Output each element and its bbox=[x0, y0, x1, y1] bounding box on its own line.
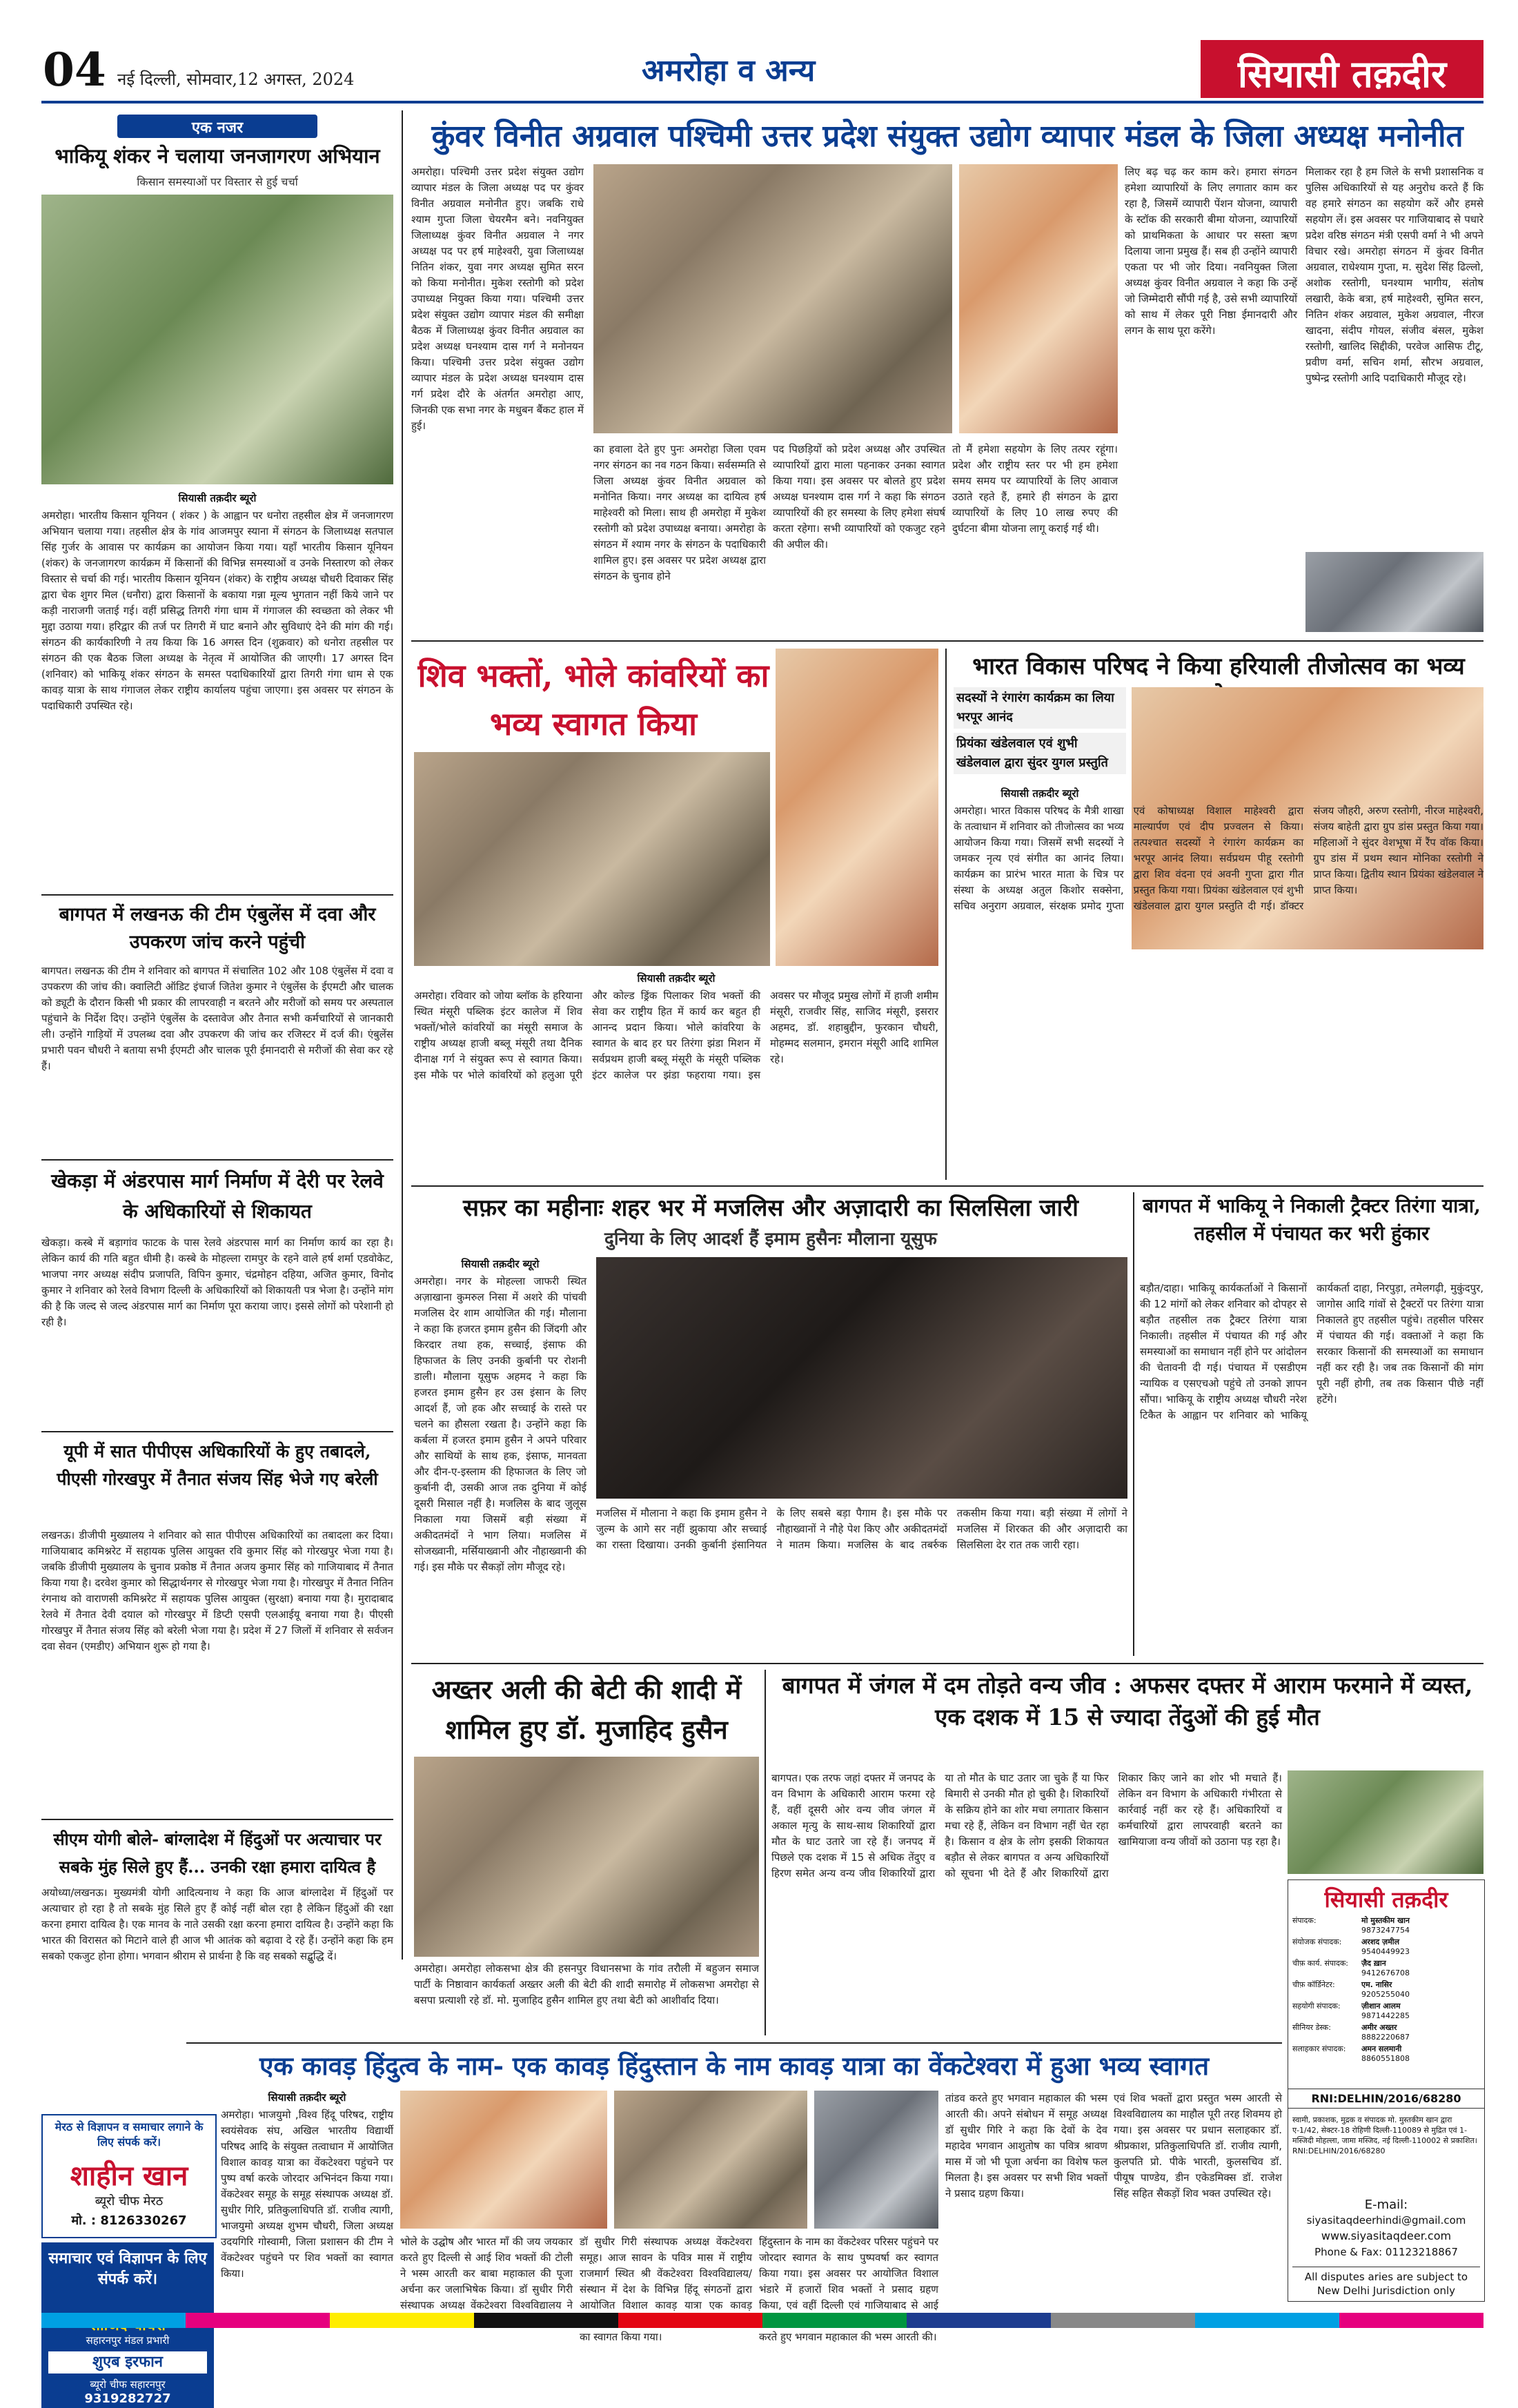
ad-mobile2: 9319282727 bbox=[84, 2391, 171, 2406]
imprint-person: ज़ैद ख़ान bbox=[1361, 1959, 1386, 1968]
kavad-photo-2 bbox=[614, 2091, 807, 2229]
story5-headline: सीएम योगी बोले- बांग्लादेश में हिंदुओं पर अत्याचार पर सबके मुंह सिले हुए हैं... उनकी रक्षा हमारा दायित्व है bbox=[53, 1829, 382, 1877]
muharram-byline: सियासी तक़दीर ब्यूरो bbox=[461, 1258, 540, 1270]
wildlife-photo bbox=[1288, 1770, 1483, 1874]
bvp-bullet: प्रियंका खंडेलवाल एवं शुभी खंडेलवाल द्वारा सुंदर युगल प्रस्तुति bbox=[954, 733, 1126, 774]
lead-photo-group bbox=[593, 164, 952, 433]
imprint-phone: 8860551808 bbox=[1361, 2054, 1410, 2063]
divider bbox=[186, 2042, 1282, 2044]
ad-role: सहारनपुर मंडल प्रभारी bbox=[86, 2334, 170, 2347]
brand-name: सियासी तक़दीर bbox=[1237, 52, 1447, 96]
story1-byline: सियासी तक़दीर ब्यूरो bbox=[178, 492, 257, 504]
masthead bbox=[0, 0, 1518, 103]
kavad-col5: तांडव करते हुए भगवान महाकाल की भस्म आरती की। अपने संबोधन में समूह अध्यक्ष डॉ सुधीर गिरि ने कहा कि देवों के देव महादेव भगवान आशुतोष का पवित्र श्रावण मास में जो भी पूजा अर्चना का विशेष फल मिलता है। इस अवसर पर सभी शिव भक्तों ने प्रसाद ग्रहण किया। bbox=[945, 2092, 1107, 2200]
imprint-row bbox=[1292, 2002, 1480, 2021]
ad-line: समाचार एवं विज्ञापन के लिए संपर्क करें। bbox=[48, 2249, 207, 2288]
ad-line: मेरठ से विज्ञापन व समाचार लगाने के लिए संपर्क करें। bbox=[55, 2120, 204, 2149]
story3-body: खेकड़ा। कस्बे में बड़ागांव फाटक के पास रेलवे अंडरपास मार्ग का निर्माण कार्य का रहा है। लेकिन कार्य की गति बहुत धीमी है। कस्बे के मोहल्ला रामपुर के रहने वाले हर्ष शर्मा एडवोकेट, भाजपा नगर अध्यक्ष संदीप प्रजापति, विपिन कुमार, चंद्रमोहन दहिया, अजित कुमार, विनोद कुमार ने शनिवार को रेलवे विभाग दिल्ली के अधिकारियों को शिकायती पत्र भेजा है। उन्होंने मांग की है कि जल्द से जल्द अंडरपास मार्ग का निर्माण पूरा कराया जाए। इससे लोगों को परेशानी हो रही है। bbox=[41, 1236, 393, 1328]
ad-role2: ब्यूरो चीफ सहारनपुर bbox=[90, 2378, 166, 2391]
imprint-role: सीनियर डेस्क: bbox=[1292, 2023, 1331, 2032]
ad-name2: शुएब इरफान bbox=[48, 2351, 207, 2374]
muharram-photo bbox=[596, 1257, 1127, 1499]
divider bbox=[41, 894, 393, 896]
column-divider bbox=[765, 1670, 766, 2035]
story2-headline: बागपत में लखनऊ की टीम एंबुलेंस में दवा और उपकरण जांच करने पहुंची bbox=[59, 904, 376, 953]
imprint-box bbox=[1288, 1879, 1485, 2302]
story1-deck: किसान समस्याओं पर विस्तार से हुई चर्चा bbox=[137, 175, 298, 188]
imprint-person: एम. नासिर bbox=[1361, 1980, 1392, 1989]
bkiu-headline: बागपत में भाकियू ने निकाली ट्रैक्टर तिरंगा यात्रा, तहसील में पंचायत कर भरी हुंकार bbox=[1143, 1194, 1481, 1245]
imprint-phone: 9412676708 bbox=[1361, 1968, 1410, 1977]
divider bbox=[411, 640, 1483, 642]
column-divider bbox=[402, 110, 403, 1960]
imprint-role: सलाहकार संपादक: bbox=[1292, 2044, 1346, 2053]
story1-body: अमरोहा। भारतीय किसान यूनियन ( शंकर ) के आह्वान पर धनोरा तहसील क्षेत्र में जनजागरण अभियान चलाया गया। तहसील क्षेत्र के गांव आजमपुर स्याना में संगठन के जिलाध्यक्ष सतपाल सिंह गुर्जर के आवास पर कार्यक्रम का आयोजन किया गया। यहाँ भारतीय किसान यूनियन (शंकर) के जनजागरण कार्यक्रम में किसानों की विभिन्न समस्याओं व उनके निस्तारण को लेकर विस्तार से चर्चा की गई। भारतीय किसान यूनियन (शंकर) के राष्ट्रीय अध्यक्ष चौधरी दिवाकर सिंह द्वारा चेक शुगर मिल (धनौरा) द्वारा किसानों के बकाया गन्ना मूल्य भुगतान नहीं किये जाने पर कड़ी नाराजगी जताई गई। वहीं प्रसिद्ध तिगरी गंगा धाम में गंगाजल की स्वच्छता को लेकर भी मुद्दा उठाया गया। हरिद्वार की तर्ज पर तिगरी में घाट बनाने और सुविधाएं देने की मांग की गई। संगठन की कार्यकारिणी ने तय किया कि 16 अगस्त दिन (शुक्रवार) को धनोरा तहसील पर संगठन की एक बैठक जिला अध्यक्ष के नेतृत्व में आयोजित की जाएगी। 17 अगस्त दिन (शनिवार) को भाकियू शंकर संगठन के समस्त पदाधिकारियों द्वारा तिगरी गंगा धाम से एक कावड़ यात्रा के साथ गंगाजल लेकर राष्ट्रीय कार्यालय पहुंचा जाएगा। इस अवसर पर संगठन के पदाधिकारी उपस्थित रहे। bbox=[41, 509, 393, 712]
kanwar-headline: शिव भक्तों, भोले कांवरियों का भव्य स्वागत किया bbox=[417, 657, 769, 742]
rni-number: RNI:DELHIN/2016/68280 bbox=[1288, 2089, 1484, 2109]
brand-box bbox=[1201, 40, 1483, 98]
imprint-row bbox=[1292, 2044, 1480, 2064]
akhtar-headline: अख्तर अली की बेटी की शादी में शामिल हुए डॉ. मुजाहिद हुसैन bbox=[431, 1674, 742, 1745]
bvp-bullets bbox=[954, 687, 1126, 784]
kanwar-byline: सियासी तक़दीर ब्यूरो bbox=[637, 972, 716, 985]
lead-col3: पद पिछड़ियों को प्रदेश अध्यक्ष और उपस्थित व्यापारियों द्वारा माला पहनाकर उनका स्वागत किया गया। इस अवसर पर बोलते हुए प्रदेश अध्यक्ष घनश्याम दास गर्ग ने कहा कि संगठन व्यापारियों की हर समस्या के लिए हमेशा संघर्ष करता रहेगा। सभी व्यापारियों को एकजुट रहने की अपील की। bbox=[773, 443, 945, 551]
muharram-deck: दुनिया के लिए आदर्श हैं इमाम हुसैनः मौलाना यूसुफ bbox=[604, 1229, 937, 1250]
imprint-phone: 9205255040 bbox=[1361, 1990, 1410, 1999]
ek-nazar-tag bbox=[117, 115, 317, 138]
bvp-headline: भारत विकास परिषद ने किया हरियाली तीजोत्सव का भव्य bbox=[972, 653, 1465, 680]
imprint-row bbox=[1292, 1959, 1480, 1978]
page-number: 04 bbox=[43, 43, 106, 97]
kanwar-body: अमरोहा। रविवार को जोया ब्लॉक के हरियाना स्थित मंसूरी पब्लिक इंटर कालेज में शिव भक्तों/भोले कांवरियों का मंसूरी समाज के राष्ट्रीय अध्यक्ष हाजी बब्लू मंसूरी तथा दैनिक दीनाक्ष गर्ग ने संयुक्त रूप से स्वागत किया। इस मौके पर भोले कांवरियों को हलुआ पूरी और कोल्ड ड्रिंक पिलाकर शिव भक्तों की सेवा कर राष्ट्रीय हित में कार्य कर बहुत ही आनन्द प्रदान किया। भोले कांवरिया के स्वागत के बाद हर घर तिरंगा झंडा मिशन में सर्वप्रथम हाजी बब्लू मंसूरी के मंसूरी पब्लिक इंटर कालेज पर झंडा फहराया गया। इस अवसर पर मौजूद प्रमुख लोगों में हाजी शमीम मंसूरी, राजवीर सिंह, साजिद मंसूरी, इसरार अहमद, डॉ. शहाबुद्दीन, फुरकान चौधरी, मोहम्मद सलमान, इमरान मंसूरी आदि शामिल रहे। bbox=[414, 989, 938, 1081]
column-divider bbox=[945, 649, 947, 1180]
imprint-brand: सियासी तक़दीर bbox=[1324, 1886, 1448, 1913]
imprint-role: चीफ़ कॉर्डिनेटर: bbox=[1292, 1980, 1335, 1989]
jurisdiction-note: All disputes aries are subject to New Delhi Jurisdiction only bbox=[1292, 2267, 1480, 2298]
ad-role: ब्यूरो चीफ मेरठ bbox=[95, 2194, 164, 2209]
kavad-col2: भोले के उद्घोष और भारत माँ की जय जयकार करते हुए दिल्ली से आई शिव भक्तों की टोली ने भस्म आरती कर बाबा महाकाल की पूजा अर्चना कर जलाभिषेक किया। डॉ सुधीर गिरी संस्थापक अध्यक्ष वेंकटेश्वरा विश्वविद्यालय ने bbox=[400, 2236, 573, 2311]
column-divider bbox=[1133, 1192, 1134, 1656]
divider bbox=[41, 1159, 393, 1161]
section-title: अमरोहा व अन्य bbox=[642, 53, 816, 88]
imprint-role: संयोजक संपादक: bbox=[1292, 1937, 1342, 1946]
story3-headline: खेकड़ा में अंडरपास मार्ग निर्माण में देरी पर रेलवे के अधिकारियों से शिकायत bbox=[51, 1170, 384, 1223]
ek-nazar-label: एक नजर bbox=[191, 119, 244, 137]
bvp-byline: सियासी तक़दीर ब्यूरो bbox=[1000, 787, 1079, 800]
kavad-col4: हिंदुस्तान के नाम का वेंकटेश्वर परिसर पहुंचने पर जोरदार स्वागत के साथ पुष्पवर्षा कर स्वागत किया गया। इस अवसर पर आयोजित विशाल भंडारे में हजारों शिव भक्तों ने प्रसाद ग्रहण किया, एवं वहीं दिल्ली एवं गाजियाबाद से आई करते हुए भगवान महाकाल की भस्म आरती की। bbox=[759, 2236, 938, 2343]
phone-fax: Phone & Fax: 01123218867 bbox=[1314, 2246, 1458, 2258]
imprint-row bbox=[1292, 1980, 1480, 2000]
kanwar-photo-2 bbox=[414, 752, 770, 966]
kavad-col6: एवं शिव भक्तों द्वारा प्रस्तुत भस्म आरती से विश्वविद्यालय का माहौल पूरी तरह शिवमय हो गया। इस अवसर पर प्रधान सलाहकार डॉ. श्रीप्रकाश, प्रतिकुलाधिपति डॉ. राजीव त्यागी, कुलपति प्रो. पीके भारती, कुलसचिव डॉ. पीयूष पाण्डेय, डीन एकेडमिक्स डॉ. राजेश सिंह सहित सैकड़ों शिव भक्त उपस्थित रहे। bbox=[1114, 2092, 1282, 2200]
registration-bar bbox=[41, 2313, 1483, 2328]
kavad-photo-1 bbox=[400, 2091, 607, 2229]
imprint-phone: 9871442285 bbox=[1361, 2011, 1410, 2020]
left-column bbox=[41, 110, 393, 2406]
imprint-row bbox=[1292, 1916, 1480, 1935]
akhtar-body: अमरोहा। अमरोहा लोकसभा क्षेत्र की हसनपुर विधानसभा के गांव तरौली में बहुजन समाज पार्टी के निष्ठावान कार्यकर्ता अख्तर अली की बेटी की शादी समारोह में लोकसभा अमरोहा से बसपा प्रत्याशी रहे डॉ. मो. मुजाहिद हुसैन शामिल हुए तथा बेटी को आशीर्वाद दिया। bbox=[414, 1962, 759, 2006]
imprint-role: सहयोगी संपादक: bbox=[1292, 2002, 1341, 2011]
publisher-note: स्वामी, प्रकाशक, मुद्रक व संपादक मो. मुस्तकीम खान द्वारा ए-1/42, सेक्टर-18 रोहिणी दिल्ली-110089 से मुद्रित एवं 1-मस्जिदी मोहल्ला, जामा मस्जिद, नई दिल्ली-110002 से प्रकाशित। RNI:DELHIN/2016/68280 bbox=[1292, 2115, 1477, 2155]
imprint-row bbox=[1292, 1937, 1480, 1957]
lead-col6: मिलाकर रहा है हम जिले के सभी प्रशासनिक व पुलिस अधिकारियों से यह अनुरोध करते हैं कि वह हमारे संगठन का सहयोग करें और हमसे सहयोग लें। इस अवसर पर गाजियाबाद से पधारे प्रदेश वरिष्ठ संगठन मंत्री एसपी वर्मा ने भी अपने विचार रखे। अमरोहा संगठन में कुंवर विनीत अग्रवाल, राधेश्याम गुप्ता, म. सुदेश सिंह ढिल्लो, अशोक रस्तोगी, घनश्याम भागीय, संतोष लखारी, केके बत्रा, हर्ष माहेश्वरी, सुमित सरन, नितिन शंकर अग्रवाल, मुकेश अग्रवाल, नीरज खादना, संदीप गोयल, संजीव बंसल, मुकेश रस्तोगी, खालिद सिद्दीकी, परवेज आसिफ टीटू, प्रवीण वर्मा, सचिन शर्मा, सौरभ अग्रवाल, पुष्पेन्द्र रस्तोगी आदि पदाधिकारी मौजूद रहे। bbox=[1305, 166, 1483, 384]
kavad-byline: सियासी तक़दीर ब्यूरो bbox=[268, 2091, 346, 2104]
imprint-person: मो मुस्तकीम खान bbox=[1361, 1916, 1410, 1925]
imprint-phone: 9540449923 bbox=[1361, 1947, 1410, 1956]
kavad-photo-3 bbox=[814, 2091, 938, 2229]
kavad-headline: एक कावड़ हिंदुत्व के नाम- एक कावड़ हिंदुस्तान के नाम कावड़ यात्रा का वेंकटेश्वरा में हुआ भव्य स्वागत bbox=[259, 2051, 1210, 2081]
dateline: नई दिल्ली, सोमवार,12 अगस्त, 2024 bbox=[117, 70, 355, 89]
muharram-body: अमरोहा। नगर के मोहल्ला जाफरी स्थित अज़ाखाना कुमरुल निसा में अशरे की पांचवी मजलिस देर शाम आयोजित की गई। मौलाना ने कहा कि हजरत इमाम हुसैन की जिंदगी और किरदार तथा हक, सच्चाई, इंसाफ की हिफाजत के लिए उनकी कुर्बानी पर रोशनी डाली। मौलाना यूसुफ अहमद ने कहा कि हजरत इमाम हुसैन हर उस इंसान के लिए आदर्श हैं, जो हक और सच्चाई के रास्ते पर चलने का हौसला रखता है। उन्होंने कहा कि कर्बला में हजरत इमाम हुसैन ने अपने परिवार और साथियों के साथ हक, इंसाफ, मानवता और दीन-ए-इस्लाम की हिफाजत के लिए जो कुर्बानी दी, उसकी आज तक दुनिया में कोई दूसरी मिसाल नहीं है। मजलिस के बाद जुलूस निकाला गया जिसमें बड़ी संख्या में अकीदतमंदों ने भाग लिया। मजलिस में सोजख्वानी, मर्सियाख्वानी और नौहाख्वानी की गई। इस मौके पर सैकड़ों लोग मौजूद रहे। bbox=[414, 1275, 586, 1573]
divider bbox=[411, 1185, 1483, 1187]
imprint-person: अमन सलमानी bbox=[1361, 2044, 1402, 2053]
imprint-role: चीफ़ कार्य. संपादक: bbox=[1292, 1959, 1349, 1968]
story4-headline: यूपी में सात पीपीएस अधिकारियों के हुए तबादले, पीएसी गोरखपुर में तैनात संजय सिंह भेजे गए बरेली bbox=[57, 1441, 378, 1489]
story1-photo bbox=[41, 195, 393, 484]
muharram-body-cont: मजलिस में मौलाना ने कहा कि इमाम हुसैन ने जुल्म के आगे सर नहीं झुकाया और सच्चाई का रास्ता दिखाया। उनकी कुर्बानी इंसानियत के लिए सबसे बड़ा पैगाम है। इस मौके पर नौहाख्वानों ने नौहे पेश किए और अकीदतमंदों ने मातम किया। मजलिस के बाद तबर्रुक तकसीम किया गया। बड़ी संख्या में लोगों ने मजलिस में शिरकत की और अज़ादारी का सिलसिला देर रात तक जारी रहा। bbox=[596, 1507, 1127, 1551]
imprint-phone: 8882220687 bbox=[1361, 2033, 1410, 2042]
wildlife-headline: बागपत में जंगल में दम तोड़ते वन्य जीव : अफसर दफ्तर में आराम फरमाने में व्यस्त, एक दशक में 15 से ज्यादा तेंदुओं की हुई मौत bbox=[782, 1672, 1473, 1730]
imprint-person: अरशद ज़मील bbox=[1361, 1937, 1400, 1946]
email-label: E-mail: bbox=[1364, 2198, 1408, 2212]
imprint-row bbox=[1292, 2023, 1480, 2042]
lead-col4: तो मैं हमेशा सहयोग के लिए तत्पर रहूंगा। प्रदेश और राष्ट्रीय स्तर पर भी हम हमेशा समय समय पर व्यापारियों के लिए आवाज उठाते रहते हैं, हमारे ही संगठन के द्वारा व्यापारियों के लिए 10 लाख रुपए की दुर्घटना बीमा योजना लागू कराई गई थी। bbox=[952, 443, 1118, 535]
imprint-role: संपादक: bbox=[1292, 1916, 1317, 1925]
wildlife-body: बागपत। एक तरफ जहां दफ्तर में जनपद के वन विभाग के अधिकारी आराम फरमा रहे हैं, वहीं दूसरी ओर वन्य जीव जंगल में अकाल मृत्यु के साथ-साथ शिकारियों द्वारा मौत के घाट उतारे जा रहे हैं। जनपद में पिछले एक दशक में 15 से अधिक तेंदुए व हिरण समेत अन्य वन्य जीव शिकारियों द्वारा या तो मौत के घाट उतार जा चुके हैं या फिर बिमारी से उनकी मौत हो चुकी है। शिकारियों के सक्रिय होने का शोर मचा लगातार किसान मचा रहे हैं, लेकिन वन विभाग नहीं चेत रहा है। किसान व क्षेत्र के लोग इसकी शिकायत बड़ौत से लेकर बागपत व अन्य अधिकारियों को सूचना भी देते हैं और शिकारियों द्वारा शिकार किए जाने का शोर भी मचाते हैं। लेकिन वन विभाग के अधिकारी गंभीरता से कार्रवाई नहीं कर रहे हैं। अधिकारियों व कर्मचारियों द्वारा लापरवाही बरतने का खामियाजा वन्य जीवों को उठाना पड़ रहा है। bbox=[771, 1772, 1282, 1879]
kavad-col1: अमरोहा। भाजयुमो ,विश्व हिंदू परिषद, राष्ट्रीय स्वयंसेवक संघ, अखिल भारतीय विद्यार्थी परिषद आदि के संयुक्त तत्वाधान में आयोजित विशाल कावड़ यात्रा का वेंकटेश्वरा पहुंचने पर पुष्प वर्षा करके जोरदार अभिनंदन किया गया। वेंकटेश्वर समूह के समूह संस्थापक अध्यक्ष डॉ. सुधीर गिरि, प्रतिकुलाधिपति डॉ. राजीव त्यागी, भाजयुमो अध्यक्ष शुभम चौधरी, जिला अध्यक्ष उदयगिरि गोस्वामी, जिला प्रशासन की टीम ने वेंकटेश्वर पहुंचने पर शिव भक्तों का स्वागत किया। bbox=[221, 2109, 393, 2280]
lead-photo-garland bbox=[959, 164, 1118, 433]
lead-col5: लिए बढ़ चढ़ कर काम करे। हमारा संगठन हमेशा व्यापारियों के लिए लगातार काम कर रहा है, जिसमें व्यापारी पेंशन योजना, व्यापारी के स्टॉक की सरकारी बीमा योजना, व्यापारियों को प्राथमिकता के आधार पर सस्ता ऋण दिलाया जाना प्रमुख हैं। सब ही उन्होंने व्यापारी एकता पर भी जोर दिया। नवनियुक्त जिला अध्यक्ष कुंवर विनीत अग्रवाल ने कहा कि उन्हें जो जिम्मेदारी सौंपी गई है, उसे सभी व्यापारियों को साथ में लेकर पूरी निष्ठा ईमानदारी और लगन के साथ पूरा करेंगे। bbox=[1125, 166, 1297, 337]
masthead-rule bbox=[41, 101, 1483, 103]
kanwar-photo bbox=[776, 649, 938, 966]
imprint-person: ज़ीशान आलम bbox=[1361, 2002, 1401, 2011]
lead-col2: का हवाला देते हुए पुनः अमरोहा जिला एवम नगर संगठन का नव गठन किया। सर्वसम्मति से जिला अध्यक्ष कुंवर विनीत अग्रवाल को मनोनित किया। नगर अध्यक्ष का दायित्व हर्ष माहेश्वरी को मिला। साथ ही अमरोहा में मुकेश रस्तोगी को प्रदेश उपाध्यक्ष बनाया। अमरोहा के संगठन में श्याम नगर के संगठन के पदाधिकारी शामिल हुए। इस अवसर पर प्रदेश अध्यक्ष द्वारा संगठन के चुनाव होने bbox=[593, 443, 766, 582]
muharram-headline: सफ़र का महीनाः शहर भर में मजलिस और अज़ादारी का सिलसिला जारी bbox=[462, 1194, 1078, 1222]
imprint-phone: 9873247754 bbox=[1361, 1926, 1410, 1935]
story5-body: अयोध्या/लखनऊ। मुख्यमंत्री योगी आदित्यनाथ ने कहा कि आज बांग्लादेश में हिंदुओं पर अत्याचार हो रहा है तो सबके मुंह सिले हुए हैं कोई नहीं बोल रहा है लेकिन हिंदुओं की रक्षा करना हमारा दायित्व है। एक मानव के नाते उसकी रक्षा करना हमारा दायित्व है। उन्होंने कहा कि भारत की विरासत को मिटाने वाले ही आज भी आतंक को बढ़ावा दे रहे हैं। उन्होंने कहा कि हम सबको एकजुट होना होगा। भगवान श्रीराम से प्रार्थना है कि वह सबको सद्बुद्धि दें। bbox=[41, 1886, 393, 1962]
bkiu-body: बड़ौत/दाहा। भाकियू कार्यकर्ताओं ने किसानों की 12 मांगों को लेकर शनिवार को दोपहर से बड़ौत तहसील तक ट्रैक्टर तिरंगा यात्रा निकाली। तहसील में पंचायत की गई और समस्याओं का समाधान नहीं होने पर आंदोलन की चेतावनी दी गई। पंचायत में एसडीएम न्यायिक व एसएचओ पहुंचे तो उनको ज्ञापन सौंपा। भाकियू के राष्ट्रीय अध्यक्ष चौधरी नरेश टिकैत के आह्वान पर शनिवार को भाकियू कार्यकर्ता दाहा, निरपुड़ा, तमेलगढ़ी, मुकुंदपुर, जागोस आदि गांवों से ट्रैक्टरों पर तिरंगा यात्रा निकालते हुए तहसील पहुंचे। तहसील परिसर में पंचायत की गई। वक्ताओं ने कहा कि सरकार किसानों की समस्याओं का समाधान नहीं कर रही है। जब तक किसानों की मांग पूरी नहीं होगी, तब तक किसान पीछे नहीं हटेंगे। bbox=[1140, 1282, 1483, 1421]
website-link[interactable]: www.siyasitaqdeer.com bbox=[1321, 2229, 1452, 2242]
email-link[interactable]: siyasitaqdeerhindi@gmail.com bbox=[1306, 2214, 1466, 2227]
divider bbox=[41, 1819, 393, 1820]
lead-headline: कुंवर विनीत अग्रवाल पश्चिमी उत्तर प्रदेश संयुक्त उद्योग व्यापार मंडल के जिला अध्यक्ष मनोनीत bbox=[431, 119, 1463, 154]
lead-col1: अमरोहा। पश्चिमी उत्तर प्रदेश संयुक्त उद्योग व्यापार मंडल के जिला अध्यक्ष पद पर कुंवर विनीत अग्रवाल मनोनीत हुए। जबकि राधे श्याम गुप्ता जिला चेयरमैन बने। नवनियुक्त जिलाध्यक्ष कुंवर विनीत अग्रवाल ने नगर अध्यक्ष पद पर हर्ष माहेश्वरी, युवा जिलाध्यक्ष नितिन शंकर, युवा नगर अध्यक्ष सुमित सरन को किया मनोनीत। मुकेश रस्तोगी को प्रदेश उपाध्यक्ष नियुक्त किया गया। पश्चिमी उत्तर प्रदेश संयुक्त उद्योग व्यापार मंडल की समीक्षा बैठक में जिलाध्यक्ष कुंवर विनीत अग्रवाल का प्रदेश अध्यक्ष घनश्याम दास गर्ग ने मनोनयन किया। पश्चिमी उत्तर प्रदेश संयुक्त उद्योग व्यापार मंडल के प्रदेश अध्यक्ष घनश्याम दास गर्ग प्रदेश दौरे के अंतर्गत अमरोहा आए, जिनकी एक सभा नगर के मधुबन बैंकट हाल में हुई। bbox=[411, 166, 584, 432]
akhtar-photo bbox=[414, 1757, 759, 1957]
kavad-col3: डॉ सुधीर गिरी संस्थापक अध्यक्ष वेंकटेश्वरा समूह। आज सावन के पवित्र मास में राष्ट्रीय राजमार्ग स्थित श्री वेंकटेश्वरा विश्वविद्यालय/संस्थान में देश के विभिन्न हिंदू संगठनों द्वारा आयोजित विशाल कावड़ यात्रा एक कावड़ का स्वागत किया गया। bbox=[580, 2236, 752, 2343]
lead-photo-inset bbox=[1305, 552, 1483, 632]
divider bbox=[41, 1431, 393, 1432]
ad-mobile: मो. : 8126330267 bbox=[71, 2213, 187, 2228]
divider bbox=[411, 1663, 1483, 1664]
story4-body: लखनऊ। डीजीपी मुख्यालय ने शनिवार को सात पीपीएस अधिकारियों का तबादला कर दिया। गाजियाबाद कमिश्नरेट में सहायक पुलिस आयुक्त रवि कुमार सिंह को गोरखपुर भेजा गया है। जबकि डीजीपी मुख्यालय के चुनाव प्रकोष्ठ में तैनात अजय कुमार सिंह को गाजियाबाद में तैनात किया गया है। दरवेश कुमार को सिद्धार्थनगर से गोरखपुर भेजा गया है। गोरखपुर में तैनात नितिन रंगनाथ को वाराणसी कमिश्नरेट में सहायक पुलिस आयुक्त (सुरक्षा) बनाया गया है। मुरादाबाद रेलवे में तैनात देवी दयाल को गोरखपुर में डिप्टी एसपी एलआईयू बनाया गया है। पीएसी गोरखपुर में तैनात संजय सिंह को बरेली भेजा गया है। प्रदेश में 27 जिलों में शनिवार से सर्वजन दवा सेवन (एमडीए) अभियान शुरू हो गया है। bbox=[41, 1529, 393, 1652]
ad-shaheen-khan bbox=[41, 2114, 217, 2238]
bvp-body: अमरोहा। भारत विकास परिषद के मैत्री शाखा के तत्वाधान में शनिवार को तीजोत्सव का भव्य आयोजन किया गया। जिसमें सभी सदस्यों ने जमकर नृत्य एवं संगीत का आनंद लिया। कार्यक्रम का प्रारंभ भारत माता के चित्र पर संस्था के अध्यक्ष अतुल किशोर सक्सेना, सचिव अनुराग अग्रवाल, संरक्षक प्रमोद गुप्ता एवं कोषाध्यक्ष विशाल माहेश्वरी द्वारा माल्यार्पण एवं दीप प्रज्वलन से किया। तत्पश्चात सदस्यों ने रंगारंग कार्यक्रम का भरपूर आनंद लिया। सर्वप्रथम पीहू रस्तोगी द्वारा शिव वंदना एवं अवनी गुप्ता द्वारा गीत प्रस्तुत किया गया। प्रियंका खंडेलवाल एवं शुभी खंडेलवाल द्वारा युगल प्रस्तुति दी गई। डॉक्टर संजय जौहरी, अरुण रस्तोगी, नीरज माहेश्वरी, संजय बाहेती द्वारा ग्रुप डांस प्रस्तुत किया गया। महिलाओं ने सुंदर वेशभूषा में रैंप वॉक किया। ग्रुप डांस में प्रथम स्थान मोनिका रस्तोगी ने प्राप्त किया। द्वितीय स्थान प्रियंका खंडेलवाल ने प्राप्त किया। bbox=[954, 805, 1483, 912]
bvp-bullet: सदस्यों ने रंगारंग कार्यक्रम का लिया भरपूर आनंद bbox=[954, 687, 1126, 729]
imprint-table bbox=[1292, 1916, 1480, 2066]
ad-name: शाहीन खान bbox=[70, 2160, 188, 2192]
story2-body: बागपत। लखनऊ की टीम ने शनिवार को बागपत में संचालित 102 और 108 एंबुलेंस में दवा व उपकरण की जांच की। क्वालिटी ऑडिट इंचार्ज जितेश कुमार ने एंबुलेंस के ईएमटी और चालक को ड्यूटी के दौरान किसी भी प्रकार की लापरवाही न बरतने और मरीजों को समय पर अस्पताल पहुंचाने के निर्देश दिए। उन्होंने एंबुलेंस के दस्तावेज और तैनात सभी कर्मचारियों से जानकारी ली। उन्होंने गाड़ियों में उपलब्ध दवा और उपकरण की जांच कर रजिस्टर में दर्ज की। एंबुलेंस प्रभारी पवन चौधरी ने बताया सभी ईएमटी और चालक पूरी ईमानदारी से मरीजों की सेवा कर रहे हैं। bbox=[41, 965, 393, 1072]
story1-headline: भाकियू शंकर ने चलाया जनजागरण अभियान bbox=[55, 144, 380, 168]
imprint-person: अमीर अख्तर bbox=[1361, 2023, 1397, 2032]
